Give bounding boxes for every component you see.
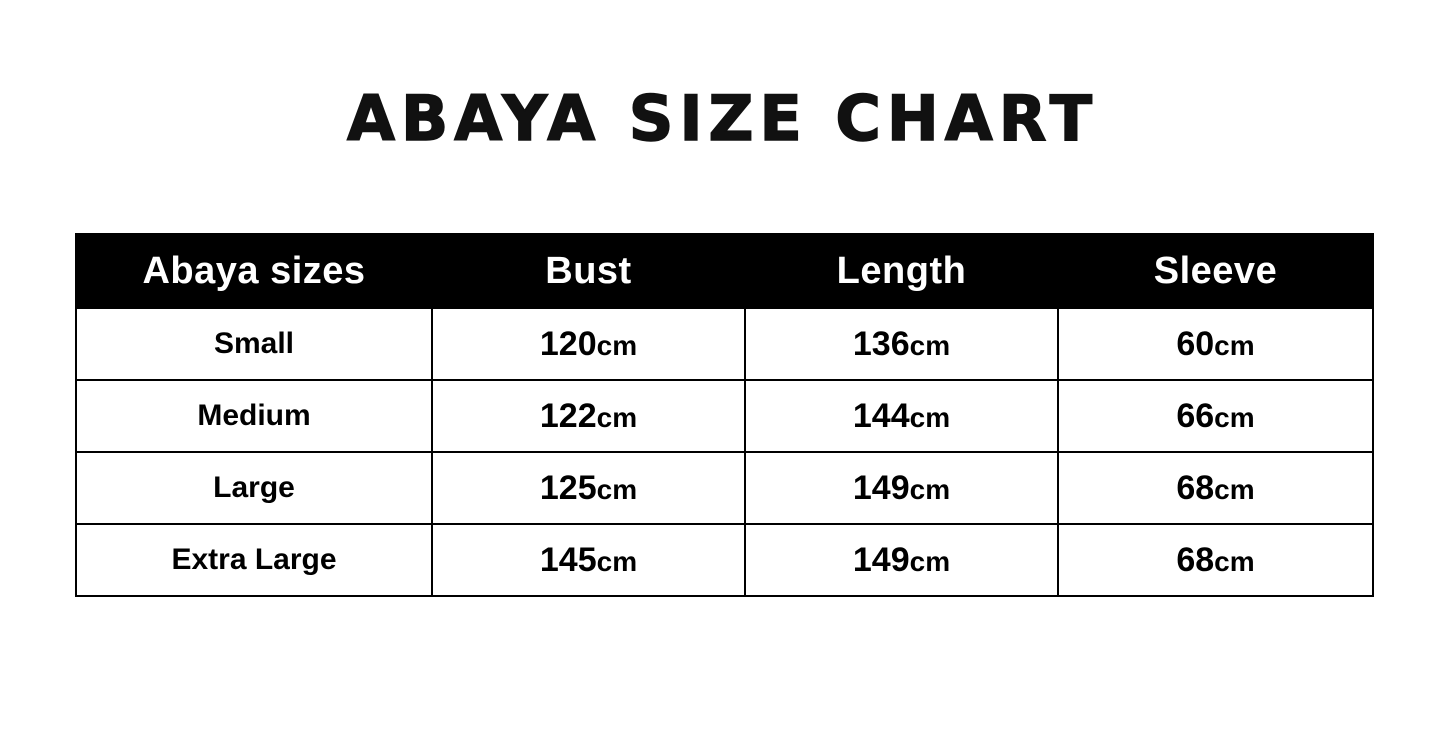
unit-label: cm: [1214, 401, 1255, 433]
cell-size: Small: [76, 308, 432, 380]
cell-length-value: 149: [852, 468, 910, 507]
unit-label: cm: [596, 329, 638, 361]
cell-bust: [432, 380, 745, 452]
abaya-size-table: [75, 233, 1374, 597]
cell-size: Extra Large: [76, 524, 432, 596]
column-header-bust: Bust: [432, 234, 745, 308]
cell-bust-value: 120: [539, 324, 597, 363]
unit-label: cm: [1214, 473, 1255, 505]
unit-label: cm: [909, 401, 951, 433]
table-header-row: [76, 234, 1373, 308]
column-header-length: Length: [745, 234, 1058, 308]
cell-sleeve: [1058, 524, 1373, 596]
cell-sleeve-value: 60: [1176, 324, 1215, 363]
cell-length-value: 136: [852, 324, 910, 363]
cell-sleeve-value: 68: [1176, 540, 1215, 579]
cell-bust-value: 125: [539, 468, 597, 507]
unit-label: cm: [909, 545, 951, 577]
unit-label: cm: [909, 329, 951, 361]
column-header-sleeve: Sleeve: [1058, 234, 1373, 308]
cell-bust: [432, 308, 745, 380]
unit-label: cm: [596, 545, 638, 577]
cell-length-value: 144: [852, 396, 910, 435]
table-row: [76, 452, 1373, 524]
table-row: [76, 524, 1373, 596]
cell-sleeve: [1058, 380, 1373, 452]
cell-length: [745, 308, 1058, 380]
unit-label: cm: [1214, 545, 1255, 577]
cell-sleeve: [1058, 308, 1373, 380]
column-header-size: Abaya sizes: [76, 234, 432, 308]
table-row: [76, 308, 1373, 380]
cell-size: Large: [76, 452, 432, 524]
unit-label: cm: [596, 401, 638, 433]
unit-label: cm: [909, 473, 951, 505]
cell-length: [745, 524, 1058, 596]
cell-length: [745, 380, 1058, 452]
cell-sleeve-value: 66: [1176, 396, 1215, 435]
table-body: [76, 308, 1373, 596]
cell-bust: [432, 452, 745, 524]
unit-label: cm: [1214, 329, 1255, 361]
table-row: [76, 380, 1373, 452]
cell-length: [745, 452, 1058, 524]
cell-bust: [432, 524, 745, 596]
cell-sleeve: [1058, 452, 1373, 524]
cell-size: Medium: [76, 380, 432, 452]
page-title: ABAYA SIZE CHART: [346, 82, 1099, 155]
table-header: [76, 234, 1373, 308]
cell-length-value: 149: [852, 540, 910, 579]
unit-label: cm: [596, 473, 638, 505]
cell-bust-value: 145: [539, 540, 597, 579]
cell-sleeve-value: 68: [1176, 468, 1215, 507]
cell-bust-value: 122: [539, 396, 597, 435]
